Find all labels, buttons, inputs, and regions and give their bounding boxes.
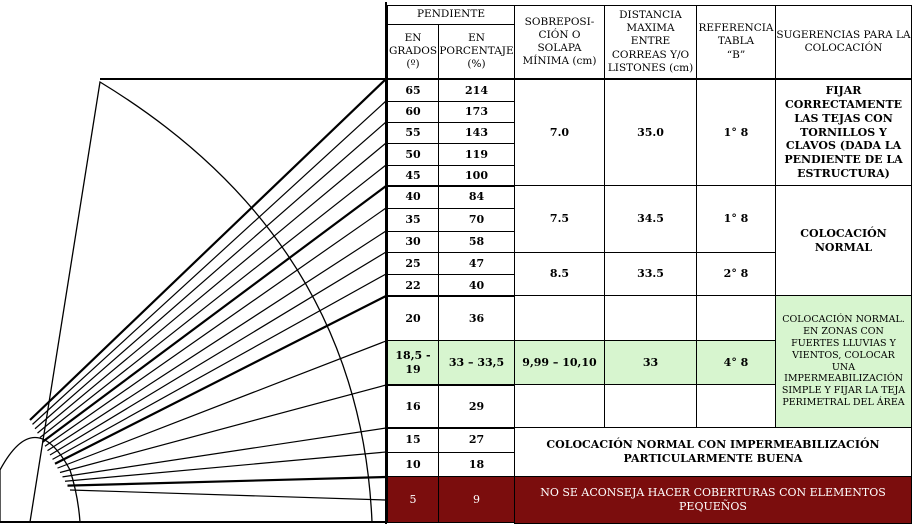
header-referencia: REFERENCIA TABLA “B” [696, 5, 776, 79]
g3-referencia: 4° 8 [696, 340, 776, 385]
row-porcentaje: 27 [438, 427, 515, 453]
row-grados: 5 [387, 476, 439, 523]
row-porcentaje: 40 [438, 274, 515, 297]
g2b-solapa: 8.5 [514, 252, 605, 296]
g3-distancia: 33 [604, 340, 697, 385]
row-porcentaje: 9 [438, 476, 515, 523]
row-porcentaje: 143 [438, 122, 515, 144]
row-grados: 45 [387, 165, 439, 187]
g3-blank-bottom-referencia [696, 384, 776, 428]
header-sobreposicion: SOBREPOSI- CIÓN O SOLAPA MÍNIMA (cm) [514, 5, 605, 79]
row-grados: 30 [387, 231, 439, 253]
row-grados: 50 [387, 143, 439, 166]
row-grados: 40 [387, 185, 439, 209]
row-grados: 22 [387, 274, 439, 297]
row-porcentaje: 29 [438, 384, 515, 429]
row-porcentaje: 214 [438, 79, 515, 102]
row-porcentaje: 119 [438, 143, 515, 166]
row-grados: 20 [387, 295, 439, 342]
g3-solapa: 9,99 – 10,10 [514, 340, 605, 385]
g2-sugerencia: COLOCACIÓN NORMAL [775, 185, 912, 296]
row-porcentaje: 58 [438, 231, 515, 253]
header-grados: EN GRADOS (º) [387, 24, 439, 79]
row-porcentaje: 33 – 33,5 [438, 340, 515, 386]
row-grados: 65 [387, 79, 439, 102]
row-grados: 55 [387, 122, 439, 144]
header-sugerencias: SUGERENCIAS PARA LA COLOCACIÓN [775, 5, 912, 79]
row-porcentaje: 47 [438, 252, 515, 275]
g1-solapa: 7.0 [514, 79, 605, 186]
row-porcentaje: 70 [438, 208, 515, 232]
row-grados: 25 [387, 252, 439, 275]
row-porcentaje: 100 [438, 165, 515, 187]
row-porcentaje: 173 [438, 101, 515, 123]
row-grados: 16 [387, 384, 439, 429]
header-distancia: DISTANCIA MAXIMA ENTRE CORREAS Y/O LISTONES (cm) [604, 5, 697, 79]
g2b-referencia: 2° 8 [696, 252, 776, 296]
g1-referencia: 1° 8 [696, 79, 776, 186]
row-grados: 60 [387, 101, 439, 123]
g2b-distancia: 33.5 [604, 252, 697, 296]
header-pendiente: PENDIENTE [387, 5, 515, 25]
g1-distancia: 35.0 [604, 79, 697, 186]
header-porcentaje: EN PORCENTAJE (%) [438, 24, 515, 79]
row-porcentaje: 18 [438, 452, 515, 478]
g2a-distancia: 34.5 [604, 185, 697, 253]
g3-blank-top-distancia [604, 295, 697, 341]
g2a-referencia: 1° 8 [696, 185, 776, 253]
g3-blank-top-referencia [696, 295, 776, 341]
g4-text: COLOCACIÓN NORMAL CON IMPERMEABILIZACIÓN PARTICULARMENTE BUENA [514, 427, 912, 477]
row-grados: 35 [387, 208, 439, 232]
g3-sugerencia: COLOCACIÓN NORMAL. EN ZONAS CON FUERTES LLUVIAS Y VIENTOS, COLOCAR UNA IMPERMEABILIZACIÓN SIMPLE Y FIJAR LA TEJA PERIMETRAL DEL ÁREA [775, 295, 912, 428]
g1-sugerencia: FIJAR CORRECTAMENTE LAS TEJAS CON TORNILLOS Y CLAVOS (DADA LA PENDIENTE DE LA ESTRUCTURA) [775, 79, 912, 186]
row-porcentaje: 84 [438, 185, 515, 209]
g5-text: NO SE ACONSEJA HACER COBERTURAS CON ELEMENTOS PEQUEÑOS [514, 476, 912, 524]
slope-fan-diagram [0, 0, 390, 529]
row-grados: 18,5 - 19 [387, 340, 439, 386]
row-grados: 15 [387, 427, 439, 453]
g3-blank-bottom-solapa [514, 384, 605, 428]
g2a-solapa: 7.5 [514, 185, 605, 253]
row-porcentaje: 36 [438, 295, 515, 342]
g3-blank-bottom-distancia [604, 384, 697, 428]
row-grados: 10 [387, 452, 439, 478]
g3-blank-top-solapa [514, 295, 605, 341]
